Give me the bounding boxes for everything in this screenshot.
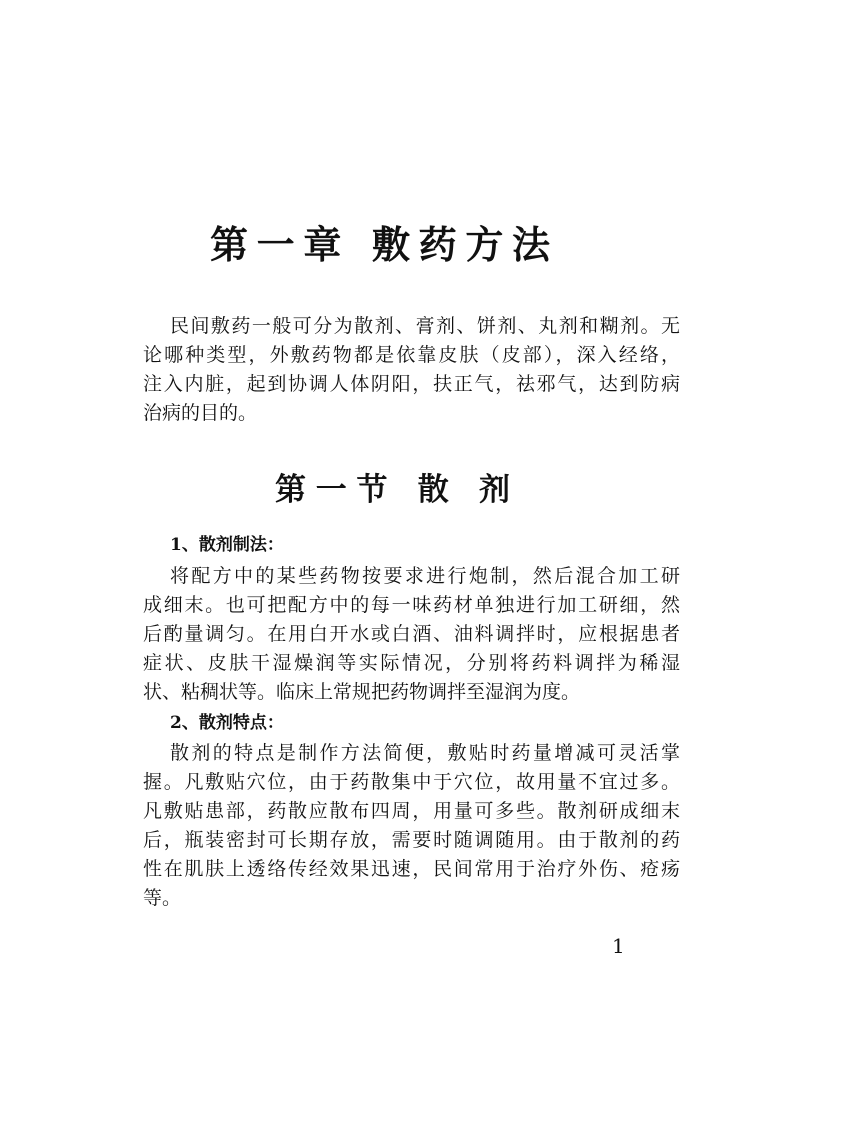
chapter-title: 第一章 敷药方法: [210, 222, 550, 267]
text-line: 后，瓶装密封可长期存放，需要时随调随用。由于散剂的药: [143, 829, 680, 851]
item-heading: 1、散剂制法：: [170, 535, 284, 555]
text-line: 治病的目的。: [143, 402, 258, 424]
section-title: 第一节 散 剂: [275, 472, 510, 508]
text-line: 性在肌肤上透络传经效果迅速，民间常用于治疗外伤、疮疡: [143, 858, 680, 880]
text-line: 握。凡敷贴穴位，由于药散集中于穴位，故用量不宜过多。: [143, 771, 680, 793]
text-line: 成细末。也可把配方中的每一味药材单独进行加工研细，然: [143, 594, 680, 616]
item-heading: 2、散剂特点：: [170, 713, 284, 733]
text-line: 后酌量调匀。在用白开水或白酒、油料调拌时，应根据患者: [143, 623, 680, 645]
text-line: 凡敷贴患部，药散应散布四周，用量可多些。散剂研成细末: [143, 800, 680, 822]
text-line: 状、粘稠状等。临床上常规把药物调拌至湿润为度。: [143, 681, 581, 703]
text-line: 等。: [143, 887, 182, 909]
page-number: 1: [612, 934, 625, 958]
text-line: 民间敷药一般可分为散剂、膏剂、饼剂、丸剂和糊剂。无: [170, 315, 680, 337]
text-line: 将配方中的某些药物按要求进行炮制，然后混合加工研: [170, 565, 680, 587]
text-line: 论哪种类型，外敷药物都是依靠皮肤（皮部），深入经络，: [143, 344, 680, 366]
text-line: 症状、皮肤干湿燥润等实际情况，分别将药料调拌为稀湿: [143, 652, 680, 674]
text-line: 散剂的特点是制作方法简便，敷贴时药量增减可灵活掌: [170, 742, 680, 764]
text-line: 注入内脏，起到协调人体阴阳，扶正气，祛邪气，达到防病: [143, 373, 680, 395]
